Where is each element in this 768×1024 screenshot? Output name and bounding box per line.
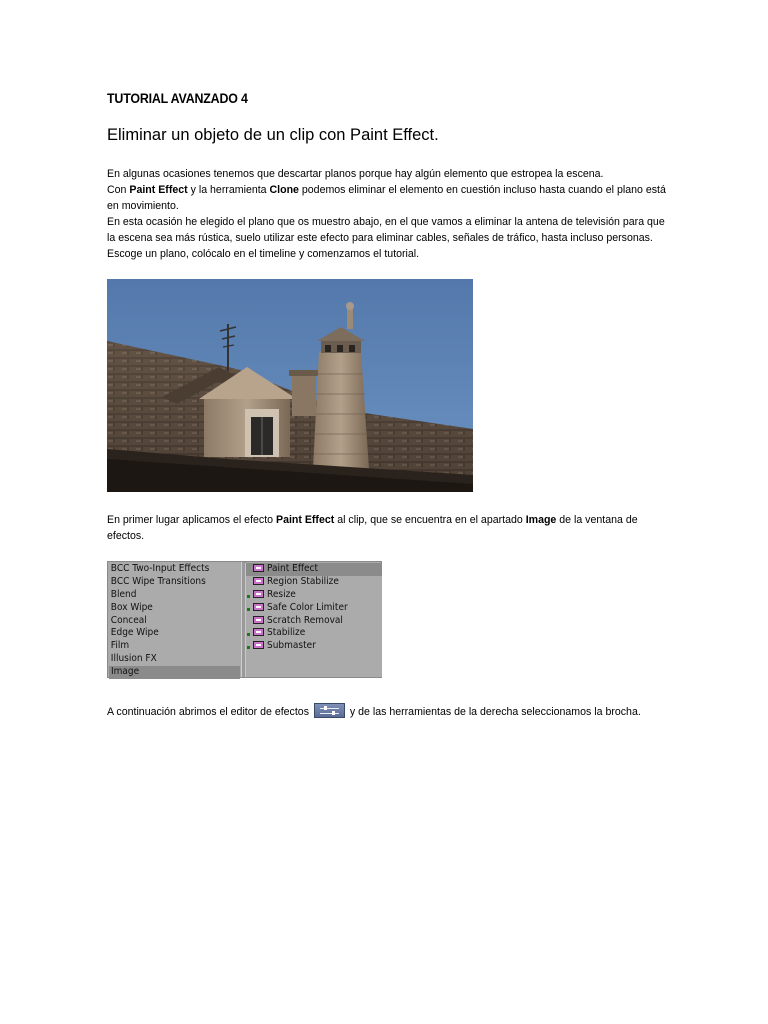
category-item[interactable]: Conceal [110, 614, 147, 626]
effect-label: Region Stabilize [267, 575, 339, 587]
intro-line-1: En algunas ocasiones tenemos que descartar planos porque hay algún elemento que estropea la escena. [107, 168, 604, 180]
category-item[interactable]: Box Wipe [110, 601, 153, 613]
clone-term: Clone [269, 184, 299, 196]
effect-icon [253, 628, 264, 636]
effect-item-resize[interactable] [246, 589, 382, 602]
realtime-dot-icon [247, 608, 250, 611]
category-item[interactable]: Illusion FX [110, 653, 157, 665]
image-term: Image [525, 514, 557, 526]
section-heading: Eliminar un objeto de un clip con Paint Effect. [107, 126, 439, 144]
effect-editor-icon[interactable] [314, 703, 345, 718]
effect-icon [253, 603, 264, 611]
step1-text-start: En primer lugar aplicamos el efecto [107, 514, 276, 526]
intro-line-2-end: podemos eliminar el elemento en cuestión incluso hasta cuando el plano está en movimiento. [107, 184, 666, 212]
effect-label: Paint Effect [267, 563, 319, 574]
effect-icon [253, 590, 264, 598]
effect-label: Safe Color Limiter [267, 601, 348, 613]
step2-text-end: y de las herramientas de la derecha seleccionamos la brocha. [346, 706, 641, 718]
step1-text-end: de la ventana de efectos. [107, 514, 638, 542]
effect-item-safe-color-limiter[interactable] [246, 602, 382, 615]
category-item-label: Image [111, 666, 140, 678]
effect-item-paint-effect[interactable] [246, 563, 382, 576]
category-item[interactable]: BCC Wipe Transitions [110, 575, 206, 587]
realtime-dot-icon [247, 633, 250, 636]
paint-effect-term: Paint Effect [129, 184, 188, 196]
effect-item-region-stabilize[interactable] [246, 576, 382, 589]
paint-effect-term: Paint Effect [276, 514, 335, 526]
rooftop-photo [107, 279, 473, 492]
category-item[interactable]: Film [110, 640, 130, 652]
effect-item-scratch-removal[interactable] [246, 615, 382, 628]
step2-text-start: A continuación abrimos el editor de efectos [107, 706, 312, 718]
realtime-dot-icon [247, 646, 250, 649]
effects-palette [107, 561, 382, 678]
effect-icon [253, 564, 264, 572]
intro-line-2-start: Con [107, 184, 130, 196]
effect-item-submaster[interactable] [246, 640, 382, 653]
effect-icon [253, 616, 264, 624]
effect-icon [253, 641, 264, 649]
intro-paragraph [107, 166, 667, 262]
effect-icon [253, 577, 264, 585]
step2-paragraph [107, 703, 647, 720]
intro-line-2-mid: y la herramienta [187, 184, 270, 196]
effect-label: Resize [267, 588, 296, 600]
effect-label: Stabilize [267, 627, 306, 639]
realtime-dot-icon [247, 595, 250, 598]
step1-paragraph [107, 512, 667, 544]
effect-label: Scratch Removal [267, 614, 343, 626]
category-item[interactable]: BCC Two-Input Effects [110, 563, 210, 574]
document-title: TUTORIAL AVANZADO 4 [107, 91, 248, 106]
effect-item-stabilize[interactable] [246, 627, 382, 640]
category-item-image-selected[interactable] [109, 666, 240, 679]
category-item[interactable]: Blend [110, 588, 137, 600]
category-item[interactable]: Edge Wipe [110, 627, 159, 639]
effect-list [245, 563, 382, 677]
intro-line-3: En esta ocasión he elegido el plano que os muestro abajo, en el que vamos a eliminar la antena de televisión para que la escena sea más rústica, suelo utilizar este efecto para eliminar cables, señales de tráfico, hasta incluso personas. Escoge un plano, colócalo en el timeline y comenzamos el tutorial. [107, 216, 665, 260]
effect-category-list [109, 563, 240, 677]
step1-text-mid: al clip, que se encuentra en el apartado [334, 514, 526, 526]
effect-label: Submaster [267, 640, 316, 652]
